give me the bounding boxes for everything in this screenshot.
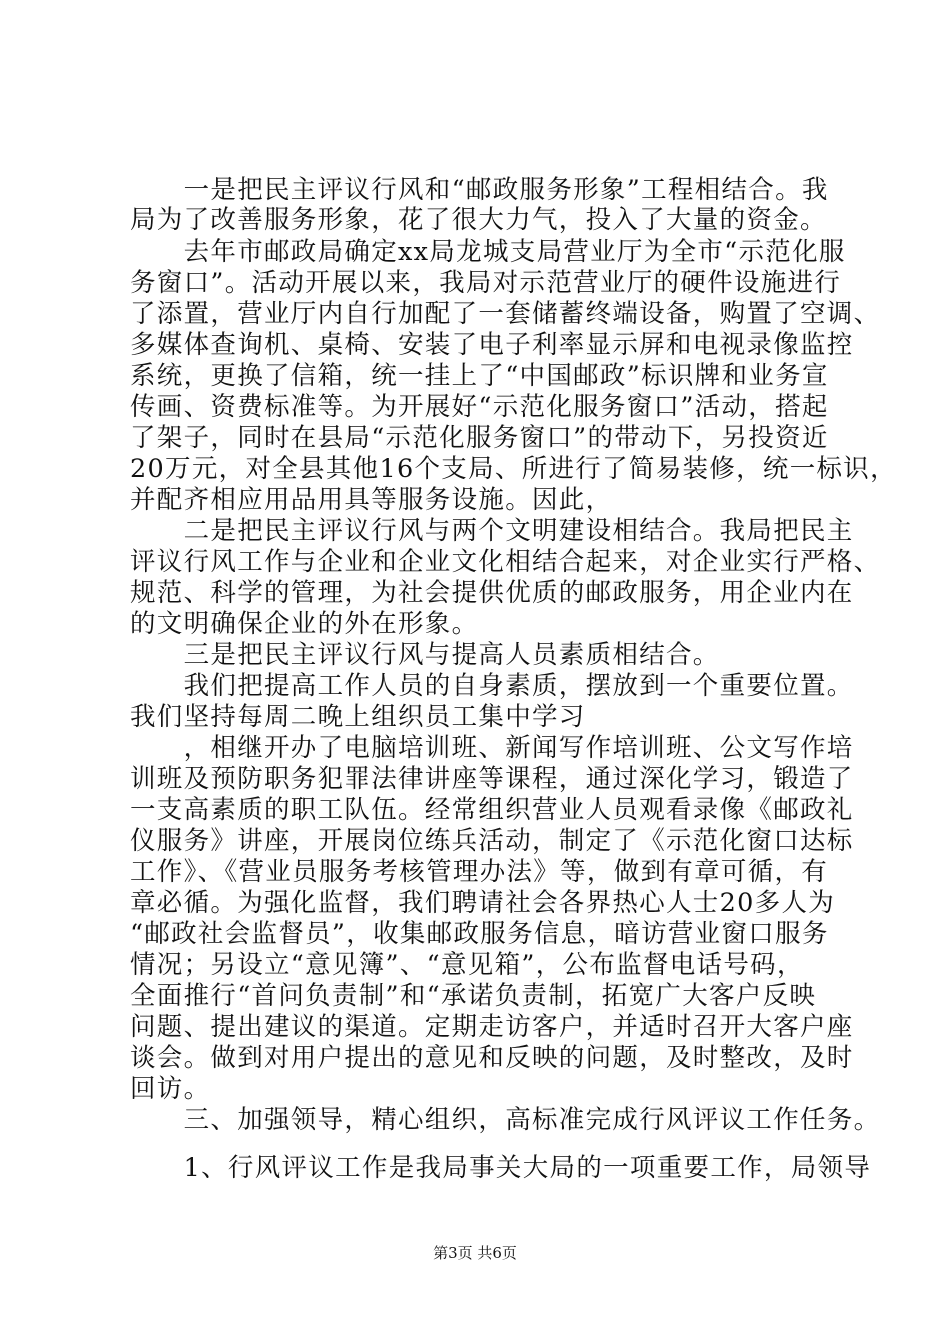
text-line: 情况；另设立“意见簿”、“意见箱”，公布监督电话号码， [130, 950, 804, 980]
text-line: 多媒体查询机、桌椅、安装了电子利率显示屏和电视录像监控 [130, 330, 854, 360]
text-line: 一是把民主评议行风和“邮政服务形象”工程相结合。我 [130, 175, 829, 205]
text-line: 评议行风工作与企业和企业文化相结合起来，对企业实行严格、 [130, 547, 881, 577]
text-line: 了添置，营业厅内自行加配了一套储蓄终端设备，购置了空调、 [130, 299, 881, 329]
text-line: 了架子，同时在县局“示范化服务窗口”的带动下，另投资近 [130, 423, 829, 453]
text-line: 一支高素质的职工队伍。经常组织营业人员观看录像《邮政礼 [130, 795, 854, 825]
text-line: 三是把民主评议行风与提高人员素质相结合。 [130, 640, 720, 670]
text-line: 20万元，对全县其他16个支局、所进行了简易装修，统一标识， [130, 454, 897, 484]
text-line: 问题、提出建议的渠道。定期走访客户，并适时召开大客户座 [130, 1012, 854, 1042]
text-line: 仪服务》讲座，开展岗位练兵活动，制定了《示范化窗口达标 [130, 826, 854, 856]
text-line: ，相继开办了电脑培训班、新闻写作培训班、公文写作培 [130, 733, 854, 763]
text-line: 训班及预防职务犯罪法律讲座等课程，通过深化学习，锻造了 [130, 764, 854, 794]
text-line: “邮政社会监督员”，收集邮政服务信息，暗访营业窗口服务 [130, 919, 829, 949]
text-line: 工作》、《营业员服务考核管理办法》等，做到有章可循，有 [130, 857, 829, 887]
text-line: 务窗口”。活动开展以来，我局对示范营业厅的硬件设施进行 [130, 268, 842, 298]
text-line: 回访。 [130, 1074, 211, 1104]
text-line: 局为了改善服务形象，花了很大力气，投入了大量的资金。 [130, 205, 827, 235]
text-line: 章必循。为强化监督，我们聘请社会各界热心人士20多人为 [130, 888, 836, 918]
page-footer: 第3页 共6页 [433, 1244, 517, 1262]
text-line: 二是把民主评议行风与两个文明建设相结合。我局把民主 [130, 516, 854, 546]
text-line: 谈会。做到对用户提出的意见和反映的问题，及时整改，及时 [130, 1043, 854, 1073]
text-line: 我们坚持每周二晚上组织员工集中学习 [130, 702, 586, 732]
text-line: 1、行风评议工作是我局事关大局的一项重要工作，局领导 [130, 1153, 872, 1183]
text-line: 系统，更换了信箱，统一挂上了“中国邮政”标识牌和业务宣 [130, 361, 829, 391]
text-line: 传画、资费标准等。为开展好“示范化服务窗口”活动，搭起 [130, 392, 829, 422]
text-line: 规范、科学的管理，为社会提供优质的邮政服务，用企业内在 [130, 578, 854, 608]
text-line: 三、加强领导，精心组织，高标准完成行风评议工作任务。 [130, 1105, 881, 1135]
text-line: 我们把提高工作人员的自身素质，摆放到一个重要位置。 [130, 671, 854, 701]
text-line: 全面推行“首问负责制”和“承诺负责制，拓宽广大客户反映 [130, 981, 817, 1011]
text-line: 去年市邮政局确定xx局龙城支局营业厅为全市“示范化服 [130, 237, 846, 267]
text-line: 的文明确保企业的外在形象。 [130, 609, 479, 639]
text-line: 并配齐相应用品用具等服务设施。因此， [130, 485, 613, 515]
